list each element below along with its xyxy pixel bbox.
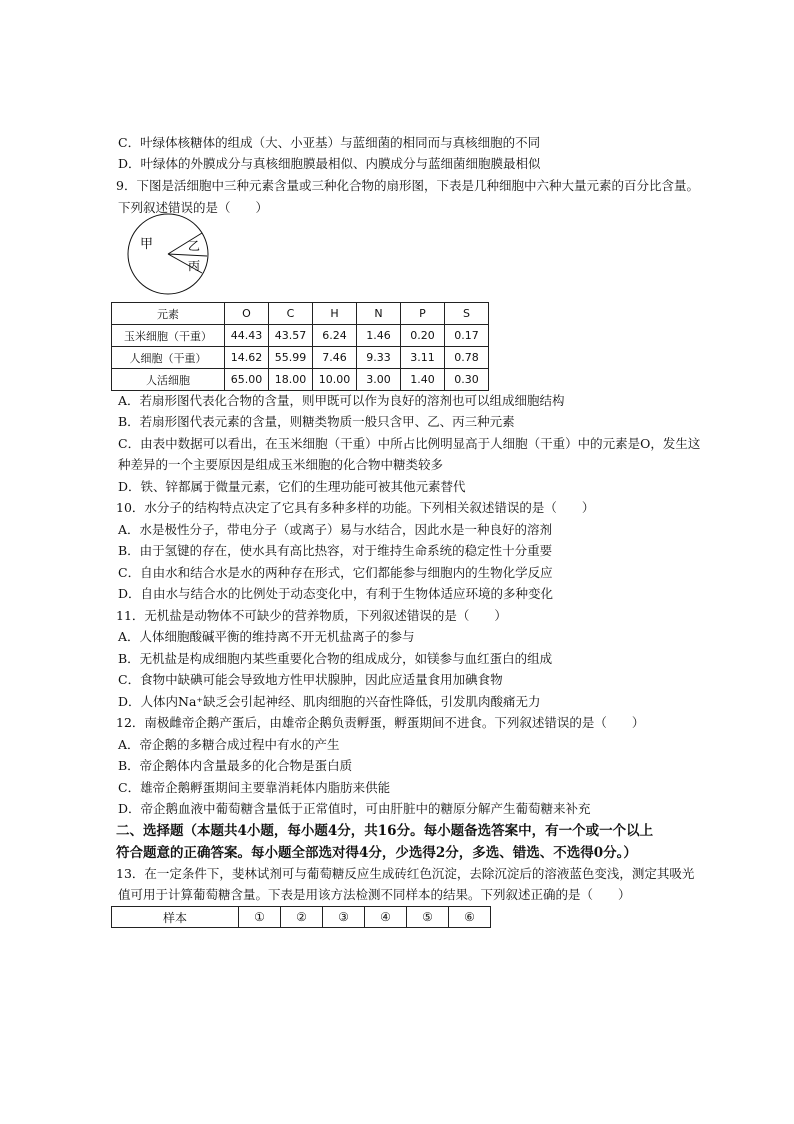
- table-cell: 7.46: [313, 347, 357, 369]
- sample-table: [111, 906, 491, 928]
- table-cell: 人活细胞: [112, 369, 225, 391]
- q9-option-a: A．若扇形图代表化合物的含量，则甲既可以作为良好的溶剂也可以组成细胞结构: [118, 393, 565, 408]
- pie-label-yi: 乙: [188, 239, 201, 253]
- question-13-stem-cont: 值可用于计算葡萄糖含量。下表是用该方法检测不同样本的结果。下列叙述正确的是（ ）: [118, 887, 631, 902]
- q9-option-b: B．若扇形图代表元素的含量，则糖类物质一般只含甲、乙、丙三种元素: [118, 414, 515, 429]
- table-cell: 44.43: [225, 325, 269, 347]
- table-cell: 0.20: [401, 325, 445, 347]
- q12-option-c: C．雄帝企鹅孵蛋期间主要靠消耗体内脂肪来供能: [118, 780, 391, 795]
- q9-option-c-cont: 种差异的一个主要原因是组成玉米细胞的化合物中糖类较多: [118, 457, 444, 472]
- table-cell: 65.00: [225, 369, 269, 391]
- table-cell: 0.30: [445, 369, 489, 391]
- pie-label-jia: 甲: [140, 237, 154, 252]
- table-row: [112, 347, 489, 369]
- table-header-cell: ⑤: [407, 907, 449, 928]
- table-header-cell: H: [313, 303, 357, 325]
- table-header-cell: N: [357, 303, 401, 325]
- table-cell: 3.11: [401, 347, 445, 369]
- table-cell: 18.00: [269, 369, 313, 391]
- table-header-cell: ②: [281, 907, 323, 928]
- table-header-cell: S: [445, 303, 489, 325]
- pie-diagram: [118, 210, 218, 310]
- table-header-cell: ⑥: [449, 907, 491, 928]
- element-table: [111, 302, 489, 391]
- table-header-cell: ④: [365, 907, 407, 928]
- question-9-stem-cont: 下列叙述错误的是（ ）: [118, 200, 269, 215]
- question-9-stem: 9．下图是活细胞中三种元素含量或三种化合物的扇形图，下表是几种细胞中六种大量元素的百分比含量。: [116, 178, 699, 193]
- table-cell: 3.00: [357, 369, 401, 391]
- question-11-stem: 11．无机盐是动物体不可缺少的营养物质，下列叙述错误的是（ ）: [116, 608, 507, 623]
- section-title: 二、选择题（本题共4小题，每小题4分，共16分。每小题备选答案中，有一个或一个以上: [116, 823, 654, 839]
- table-cell: 1.46: [357, 325, 401, 347]
- pie-divider-2: [168, 254, 207, 256]
- q11-option-c: C．食物中缺碘可能会导致地方性甲状腺肿，因此应适量食用加碘食物: [118, 672, 503, 687]
- option-d-line: D．叶绿体的外膜成分与真核细胞膜最相似、内膜成分与蓝细菌细胞膜最相似: [118, 156, 541, 171]
- q12-option-d: D．帝企鹅血液中葡萄糖含量低于正常值时，可由肝脏中的糖原分解产生葡萄糖来补充: [118, 801, 591, 816]
- q11-option-a: A．人体细胞酸碱平衡的维持离不开无机盐离子的参与: [118, 629, 415, 644]
- table-header-cell: P: [401, 303, 445, 325]
- table-header-cell: C: [269, 303, 313, 325]
- q12-option-a: A．帝企鹅的多糖合成过程中有水的产生: [118, 737, 340, 752]
- q11-option-d: D．人体内Na⁺缺乏会引起神经、肌肉细胞的兴奋性降低，引发肌肉酸痛无力: [118, 694, 541, 709]
- table-cell: 55.99: [269, 347, 313, 369]
- q9-option-d: D．铁、锌都属于微量元素，它们的生理功能可被其他元素替代: [118, 479, 466, 494]
- table-cell: 人细胞（干重）: [112, 347, 225, 369]
- question-13-stem: 13．在一定条件下，斐林试剂可与葡萄糖反应生成砖红色沉淀，去除沉淀后的溶液蓝色变浅，测定其吸光: [116, 866, 695, 881]
- pie-label-bing: 丙: [188, 259, 201, 273]
- question-12-stem: 12．南极雌帝企鹅产蛋后，由雄帝企鹅负责孵蛋，孵蛋期间不进食。下列叙述错误的是（ ）: [116, 715, 645, 730]
- table-cell: 1.40: [401, 369, 445, 391]
- q9-option-c: C．由表中数据可以看出，在玉米细胞（干重）中所占比例明显高于人细胞（干重）中的元素是O，发生这: [118, 436, 701, 451]
- q12-option-b: B．帝企鹅体内含量最多的化合物是蛋白质: [118, 758, 353, 773]
- q10-option-a: A．水是极性分子，带电分子（或离子）易与水结合，因此水是一种良好的溶剂: [118, 522, 553, 537]
- question-10-stem: 10．水分子的结构特点决定了它具有多种多样的功能。下列相关叙述错误的是（ ）: [116, 500, 595, 515]
- q10-option-b: B．由于氢键的存在，使水具有高比热容，对于维持生命系统的稳定性十分重要: [118, 543, 553, 558]
- table-header-cell: 样本: [112, 907, 239, 928]
- q10-option-c: C．自由水和结合水是水的两种存在形式，它们都能参与细胞内的生物化学反应: [118, 565, 553, 580]
- table-header-row: [112, 303, 489, 325]
- table-cell: 0.78: [445, 347, 489, 369]
- table-row: [112, 325, 489, 347]
- table-cell: 玉米细胞（干重）: [112, 325, 225, 347]
- table-cell: 10.00: [313, 369, 357, 391]
- table-header-cell: ③: [323, 907, 365, 928]
- table-cell: 9.33: [357, 347, 401, 369]
- section-title-cont: 符合题意的正确答案。每小题全部选对得4分，少选得2分，多选、错选、不选得0分。）: [116, 845, 637, 861]
- table-header-cell: O: [225, 303, 269, 325]
- table-header-cell: 元素: [112, 303, 225, 325]
- table-row: [112, 369, 489, 391]
- table-cell: 14.62: [225, 347, 269, 369]
- q10-option-d: D．自由水与结合水的比例处于动态变化中，有利于生物体适应环境的多种变化: [118, 586, 554, 601]
- table-header-cell: ①: [239, 907, 281, 928]
- q11-option-b: B．无机盐是构成细胞内某些重要化合物的组成成分，如镁参与血红蛋白的组成: [118, 651, 553, 666]
- option-c-line: C．叶绿体核糖体的组成（大、小亚基）与蓝细菌的相同而与真核细胞的不同: [118, 135, 541, 150]
- table-header-row: [112, 907, 491, 928]
- table-cell: 0.17: [445, 325, 489, 347]
- table-cell: 43.57: [269, 325, 313, 347]
- table-cell: 6.24: [313, 325, 357, 347]
